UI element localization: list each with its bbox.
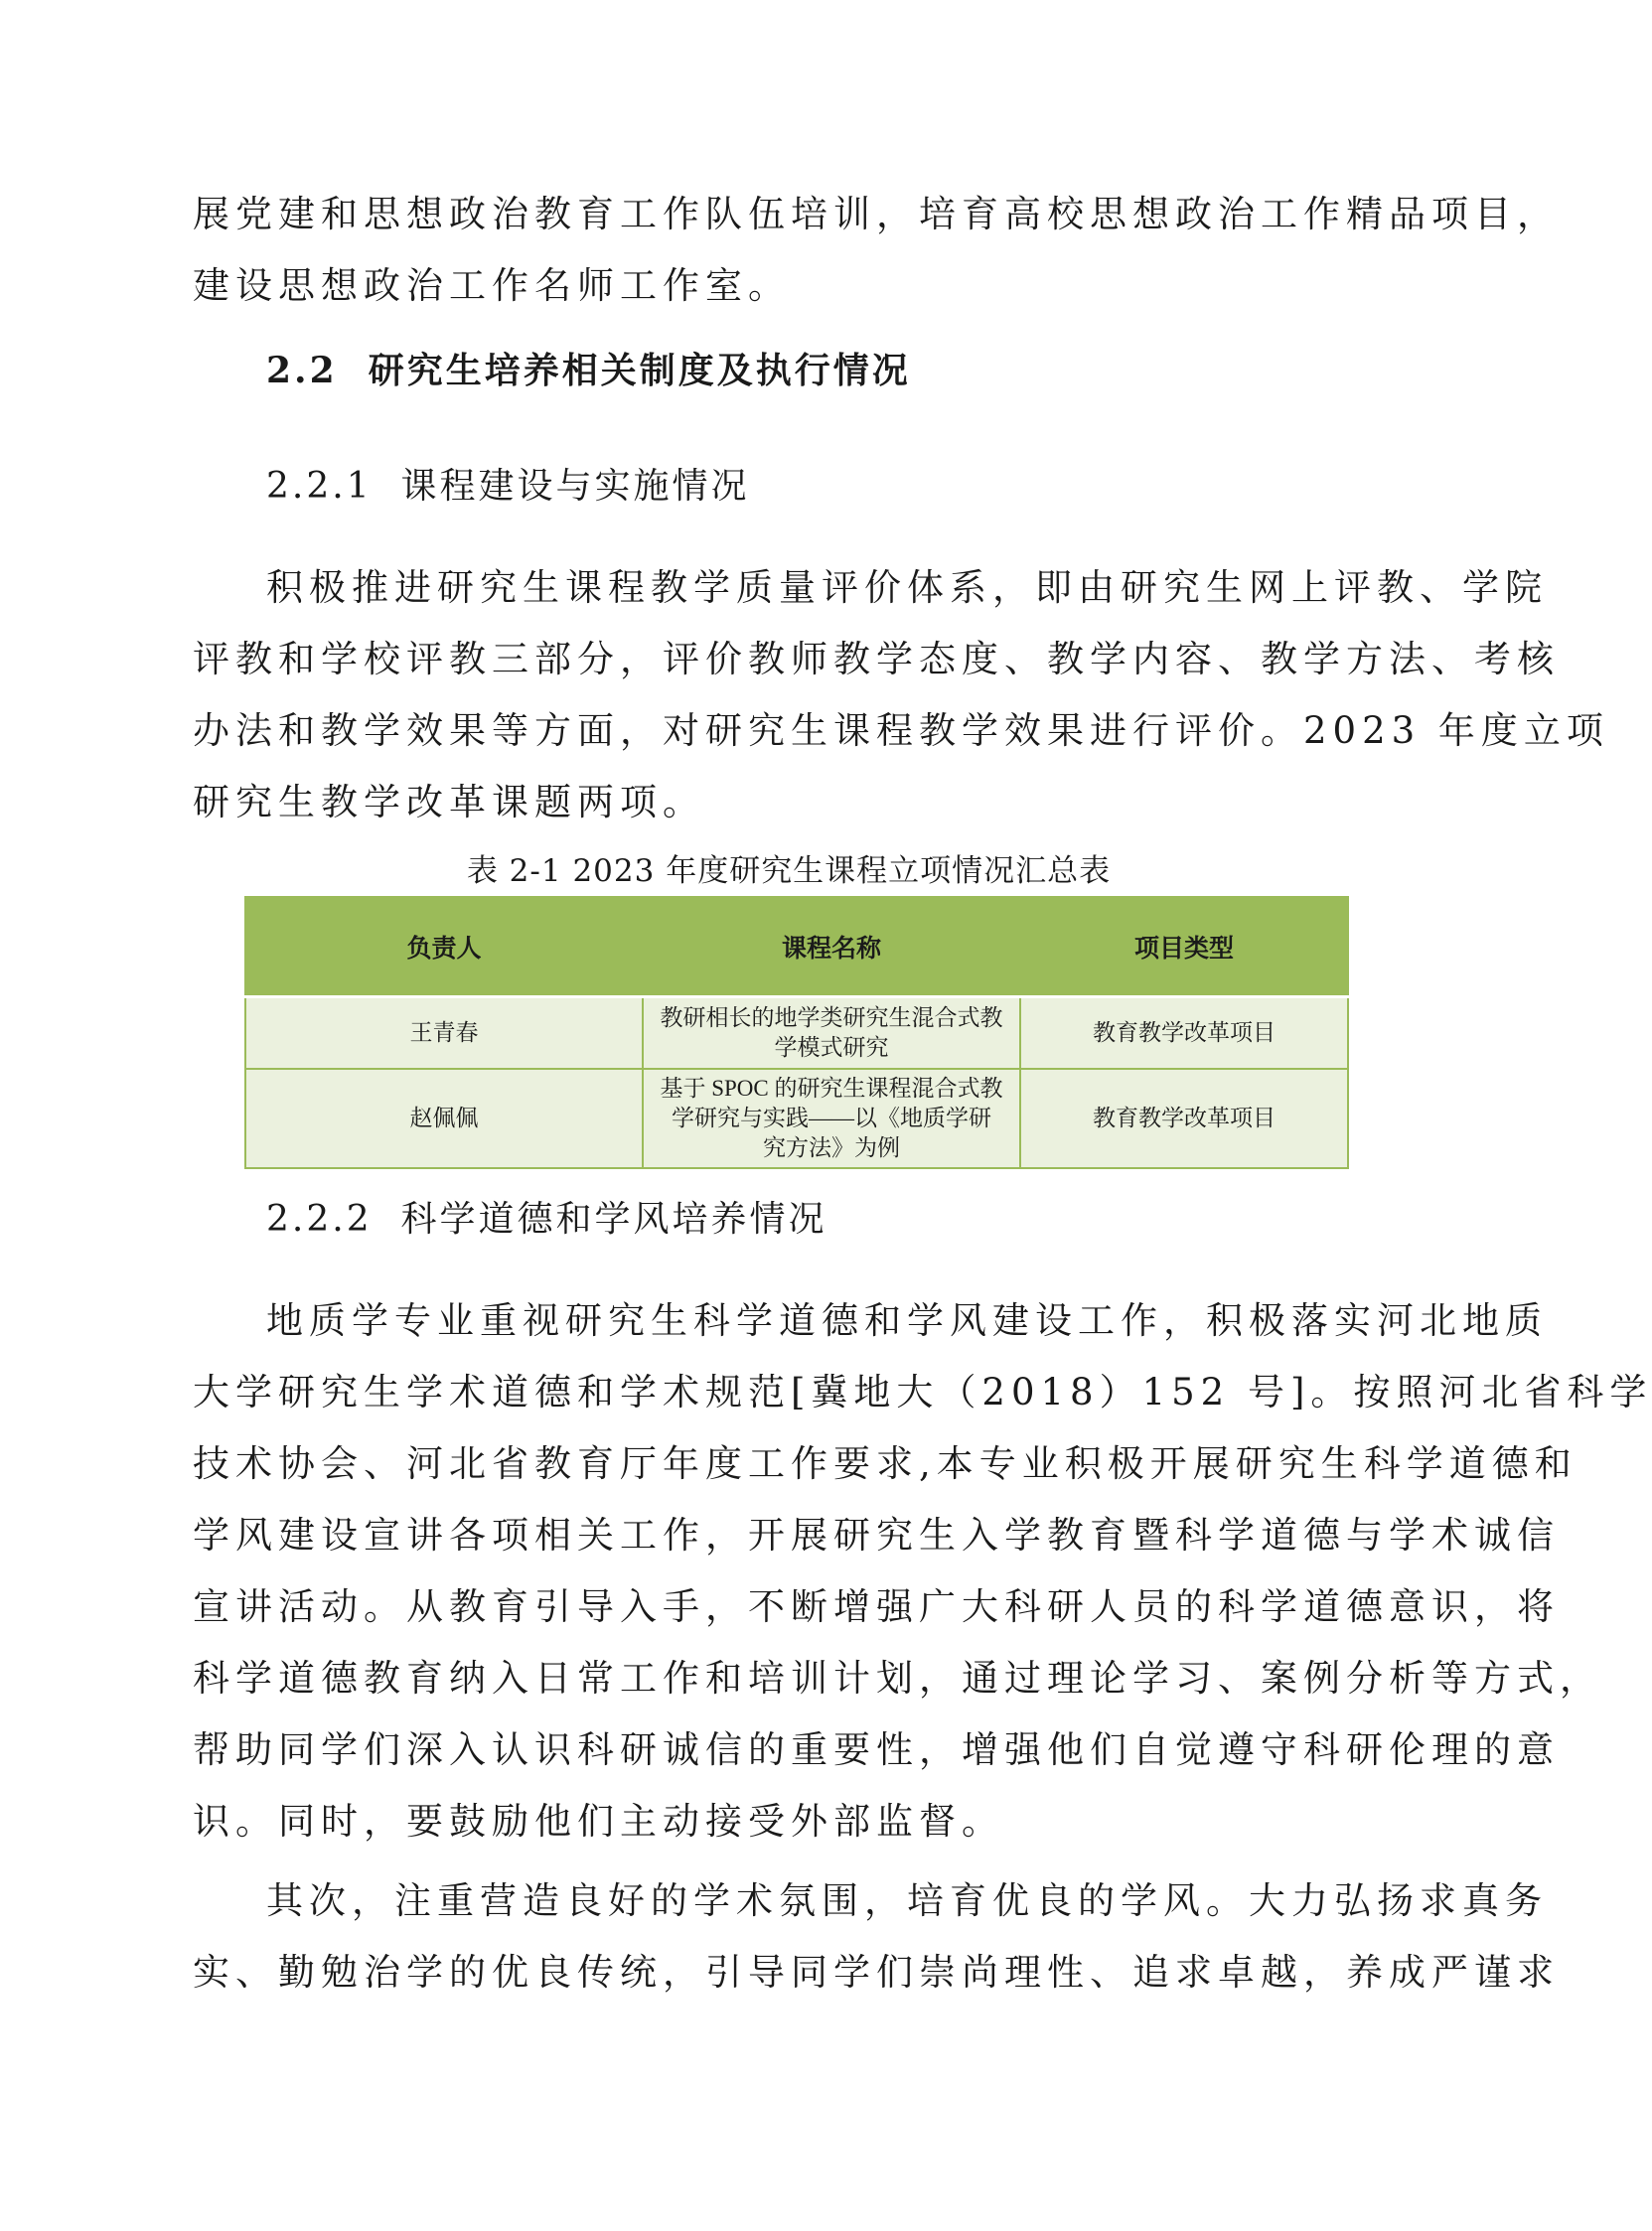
course-paragraph — [193, 552, 1609, 838]
cell-course-name — [643, 997, 1020, 1070]
ethics-paragraph — [193, 1285, 1652, 1858]
section-title: 课程建设与实施情况 — [400, 466, 750, 507]
section-number: 2.2.2 — [266, 1199, 373, 1240]
header-leader: 负责人 — [245, 897, 643, 997]
text-line: 帮助同学们深入认识科研诚信的重要性，增强他们自觉遵守科研伦理的意 — [193, 1728, 1560, 1771]
text-line: 大学研究生学术道德和学术规范[冀地大（2018）152 号]。按照河北省科学 — [193, 1371, 1652, 1413]
section-heading-2-2-1 — [266, 458, 750, 509]
section-number: 2.2.1 — [266, 466, 373, 507]
cell-project-type: 教育教学改革项目 — [1020, 997, 1348, 1070]
table-row — [245, 1069, 1348, 1168]
cell-line: 基于 SPOC 的研究生课程混合式教 — [660, 1076, 1003, 1101]
section-title: 科学道德和学风培养情况 — [400, 1199, 827, 1240]
table-row — [245, 997, 1348, 1070]
cell-project-type: 教育教学改革项目 — [1020, 1069, 1348, 1168]
cell-leader: 王青春 — [245, 997, 643, 1070]
section-title: 研究生培养相关制度及执行情况 — [368, 350, 911, 391]
course-project-table — [244, 896, 1349, 1169]
header-project-type: 项目类型 — [1020, 897, 1348, 997]
header-course-name: 课程名称 — [643, 897, 1020, 997]
cell-course-name — [643, 1069, 1020, 1168]
text-line: 技术协会、河北省教育厅年度工作要求,本专业积极开展研究生科学道德和 — [193, 1442, 1577, 1485]
text-line: 建设思想政治工作名师工作室。 — [193, 264, 791, 307]
text-line: 实、勤勉治学的优良传统，引导同学们崇尚理性、追求卓越，养成严谨求 — [193, 1951, 1560, 1994]
table-header-row — [245, 897, 1348, 997]
cell-line: 学研究与实践——以《地质学研 — [672, 1106, 991, 1130]
text-line: 其次，注重营造良好的学术氛围，培育优良的学风。大力弘扬求真务 — [266, 1879, 1548, 1922]
text-line: 地质学专业重视研究生科学道德和学风建设工作，积极落实河北地质 — [266, 1299, 1548, 1342]
text-line: 办法和教学效果等方面，对研究生课程教学效果进行评价。2023 年度立项 — [193, 709, 1609, 752]
cell-leader: 赵佩佩 — [245, 1069, 643, 1168]
text-line: 宣讲活动。从教育引导入手，不断增强广大科研人员的科学道德意识，将 — [193, 1585, 1560, 1628]
section-heading-2-2 — [266, 343, 911, 393]
academic-style-paragraph — [193, 1865, 1560, 2008]
text-line: 识。同时，要鼓励他们主动接受外部监督。 — [193, 1800, 1004, 1843]
text-line: 积极推进研究生课程教学质量评价体系，即由研究生网上评教、学院 — [266, 566, 1548, 609]
section-number: 2.2 — [266, 350, 338, 391]
cell-line: 教研相长的地学类研究生混合式教 — [660, 1005, 1003, 1030]
text-line: 评教和学校评教三部分，评价教师教学态度、教学内容、教学方法、考核 — [193, 638, 1560, 680]
table-caption: 表 2-1 2023 年度研究生课程立项情况汇总表 — [466, 853, 1112, 889]
text-line: 展党建和思想政治教育工作队伍培训，培育高校思想政治工作精品项目， — [193, 193, 1560, 235]
intro-paragraph — [193, 179, 1560, 322]
text-line: 科学道德教育纳入日常工作和培训计划，通过理论学习、案例分析等方式， — [193, 1657, 1602, 1700]
text-line: 研究生教学改革课题两项。 — [193, 781, 705, 823]
section-heading-2-2-2 — [266, 1191, 827, 1242]
text-line: 学风建设宣讲各项相关工作，开展研究生入学教育暨科学道德与学术诚信 — [193, 1514, 1560, 1557]
cell-line: 学模式研究 — [774, 1035, 889, 1060]
cell-line: 究方法》为例 — [763, 1135, 900, 1160]
